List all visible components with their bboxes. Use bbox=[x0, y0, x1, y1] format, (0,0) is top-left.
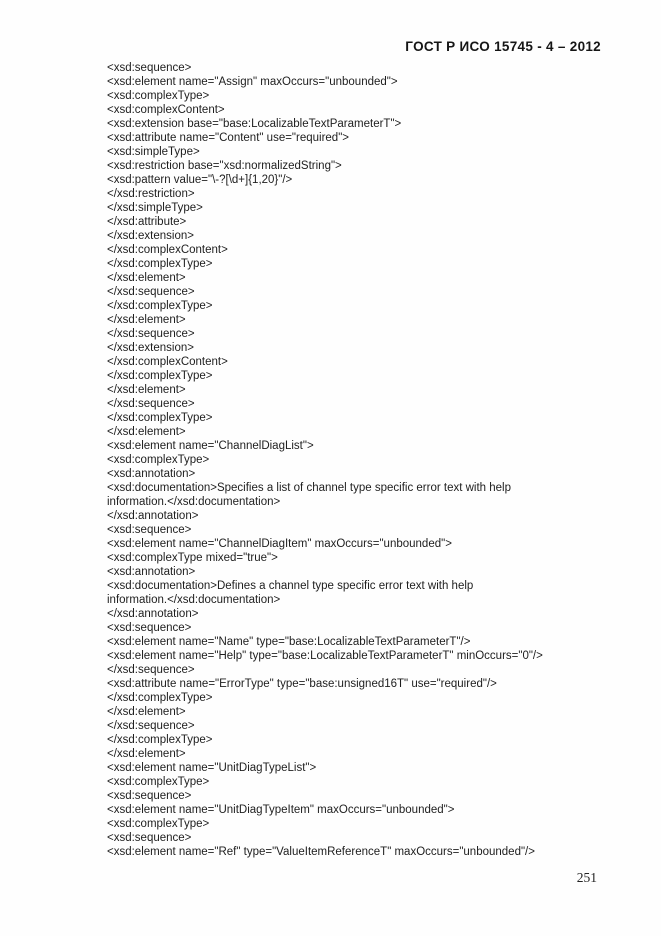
code-line: <xsd:complexType> bbox=[107, 776, 210, 788]
code-line: </xsd:element> bbox=[107, 384, 186, 396]
code-line: </xsd:extension> bbox=[107, 342, 194, 354]
document-header-title: ГОСТ Р ИСО 15745 - 4 – 2012 bbox=[405, 39, 601, 54]
code-line: <xsd:pattern value="\-?[\d+]{1,20}"/> bbox=[107, 174, 293, 186]
code-line: <xsd:element name="ChannelDiagItem" maxOccurs="unbounded"> bbox=[107, 538, 452, 550]
code-line: </xsd:simpleType> bbox=[107, 202, 203, 214]
code-line: <xsd:element name="Assign" maxOccurs="unbounded"> bbox=[107, 76, 398, 88]
code-line: </xsd:sequence> bbox=[107, 664, 195, 676]
code-line: <xsd:complexContent> bbox=[107, 104, 225, 116]
code-line: <xsd:attribute name="Content" use="required"> bbox=[107, 132, 350, 144]
code-line: information.</xsd:documentation> bbox=[107, 496, 281, 508]
code-line: </xsd:complexContent> bbox=[107, 244, 228, 256]
code-line: </xsd:sequence> bbox=[107, 328, 195, 340]
code-line: <xsd:complexType> bbox=[107, 818, 210, 830]
code-line: <xsd:sequence> bbox=[107, 524, 192, 536]
code-line: </xsd:restriction> bbox=[107, 188, 195, 200]
code-line: </xsd:element> bbox=[107, 314, 186, 326]
code-line: <xsd:element name="Help" type="base:LocalizableTextParameterT" minOccurs="0"/> bbox=[107, 650, 543, 662]
code-line: <xsd:complexType> bbox=[107, 90, 210, 102]
code-line: </xsd:element> bbox=[107, 272, 186, 284]
code-line: </xsd:complexType> bbox=[107, 300, 213, 312]
code-line: <xsd:sequence> bbox=[107, 832, 192, 844]
code-line: <xsd:attribute name="ErrorType" type="base:unsigned16T" use="required"/> bbox=[107, 678, 497, 690]
code-line: <xsd:restriction base="xsd:normalizedString"> bbox=[107, 160, 342, 172]
code-line: </xsd:extension> bbox=[107, 230, 194, 242]
code-line: </xsd:annotation> bbox=[107, 608, 199, 620]
xsd-code-block bbox=[107, 61, 631, 859]
code-line: </xsd:complexType> bbox=[107, 734, 213, 746]
code-line: <xsd:sequence> bbox=[107, 622, 192, 634]
code-line: </xsd:sequence> bbox=[107, 720, 195, 732]
code-line: </xsd:element> bbox=[107, 748, 186, 760]
code-line: <xsd:simpleType> bbox=[107, 146, 200, 158]
code-line: </xsd:complexType> bbox=[107, 370, 213, 382]
code-line: </xsd:element> bbox=[107, 706, 186, 718]
code-line: <xsd:element name="Ref" type="ValueItemReferenceT" maxOccurs="unbounded"/> bbox=[107, 846, 535, 858]
code-line: </xsd:complexType> bbox=[107, 412, 213, 424]
code-line: <xsd:annotation> bbox=[107, 566, 196, 578]
page-number: 251 bbox=[576, 870, 597, 885]
code-line: <xsd:element name="UnitDiagTypeList"> bbox=[107, 762, 317, 774]
code-line: <xsd:documentation>Specifies a list of channel type specific error text with help bbox=[107, 482, 511, 494]
code-line: <xsd:complexType> bbox=[107, 454, 210, 466]
code-line: </xsd:sequence> bbox=[107, 286, 195, 298]
code-line: </xsd:complexType> bbox=[107, 692, 213, 704]
code-line: </xsd:element> bbox=[107, 426, 186, 438]
code-line: <xsd:annotation> bbox=[107, 468, 196, 480]
code-line: <xsd:documentation>Defines a channel type specific error text with help bbox=[107, 580, 474, 592]
code-line: <xsd:sequence> bbox=[107, 790, 192, 802]
code-line: <xsd:sequence> bbox=[107, 62, 192, 74]
code-line: <xsd:complexType mixed="true"> bbox=[107, 552, 278, 564]
code-line: <xsd:element name="Name" type="base:LocalizableTextParameterT"/> bbox=[107, 636, 471, 648]
code-line: </xsd:complexType> bbox=[107, 258, 213, 270]
code-line: </xsd:annotation> bbox=[107, 510, 199, 522]
code-line: information.</xsd:documentation> bbox=[107, 594, 281, 606]
code-line: </xsd:complexContent> bbox=[107, 356, 228, 368]
code-line: <xsd:element name="UnitDiagTypeItem" maxOccurs="unbounded"> bbox=[107, 804, 455, 816]
code-line: </xsd:attribute> bbox=[107, 216, 187, 228]
code-line: <xsd:element name="ChannelDiagList"> bbox=[107, 440, 314, 452]
code-line: </xsd:sequence> bbox=[107, 398, 195, 410]
code-line: <xsd:extension base="base:LocalizableTextParameterT"> bbox=[107, 118, 402, 130]
